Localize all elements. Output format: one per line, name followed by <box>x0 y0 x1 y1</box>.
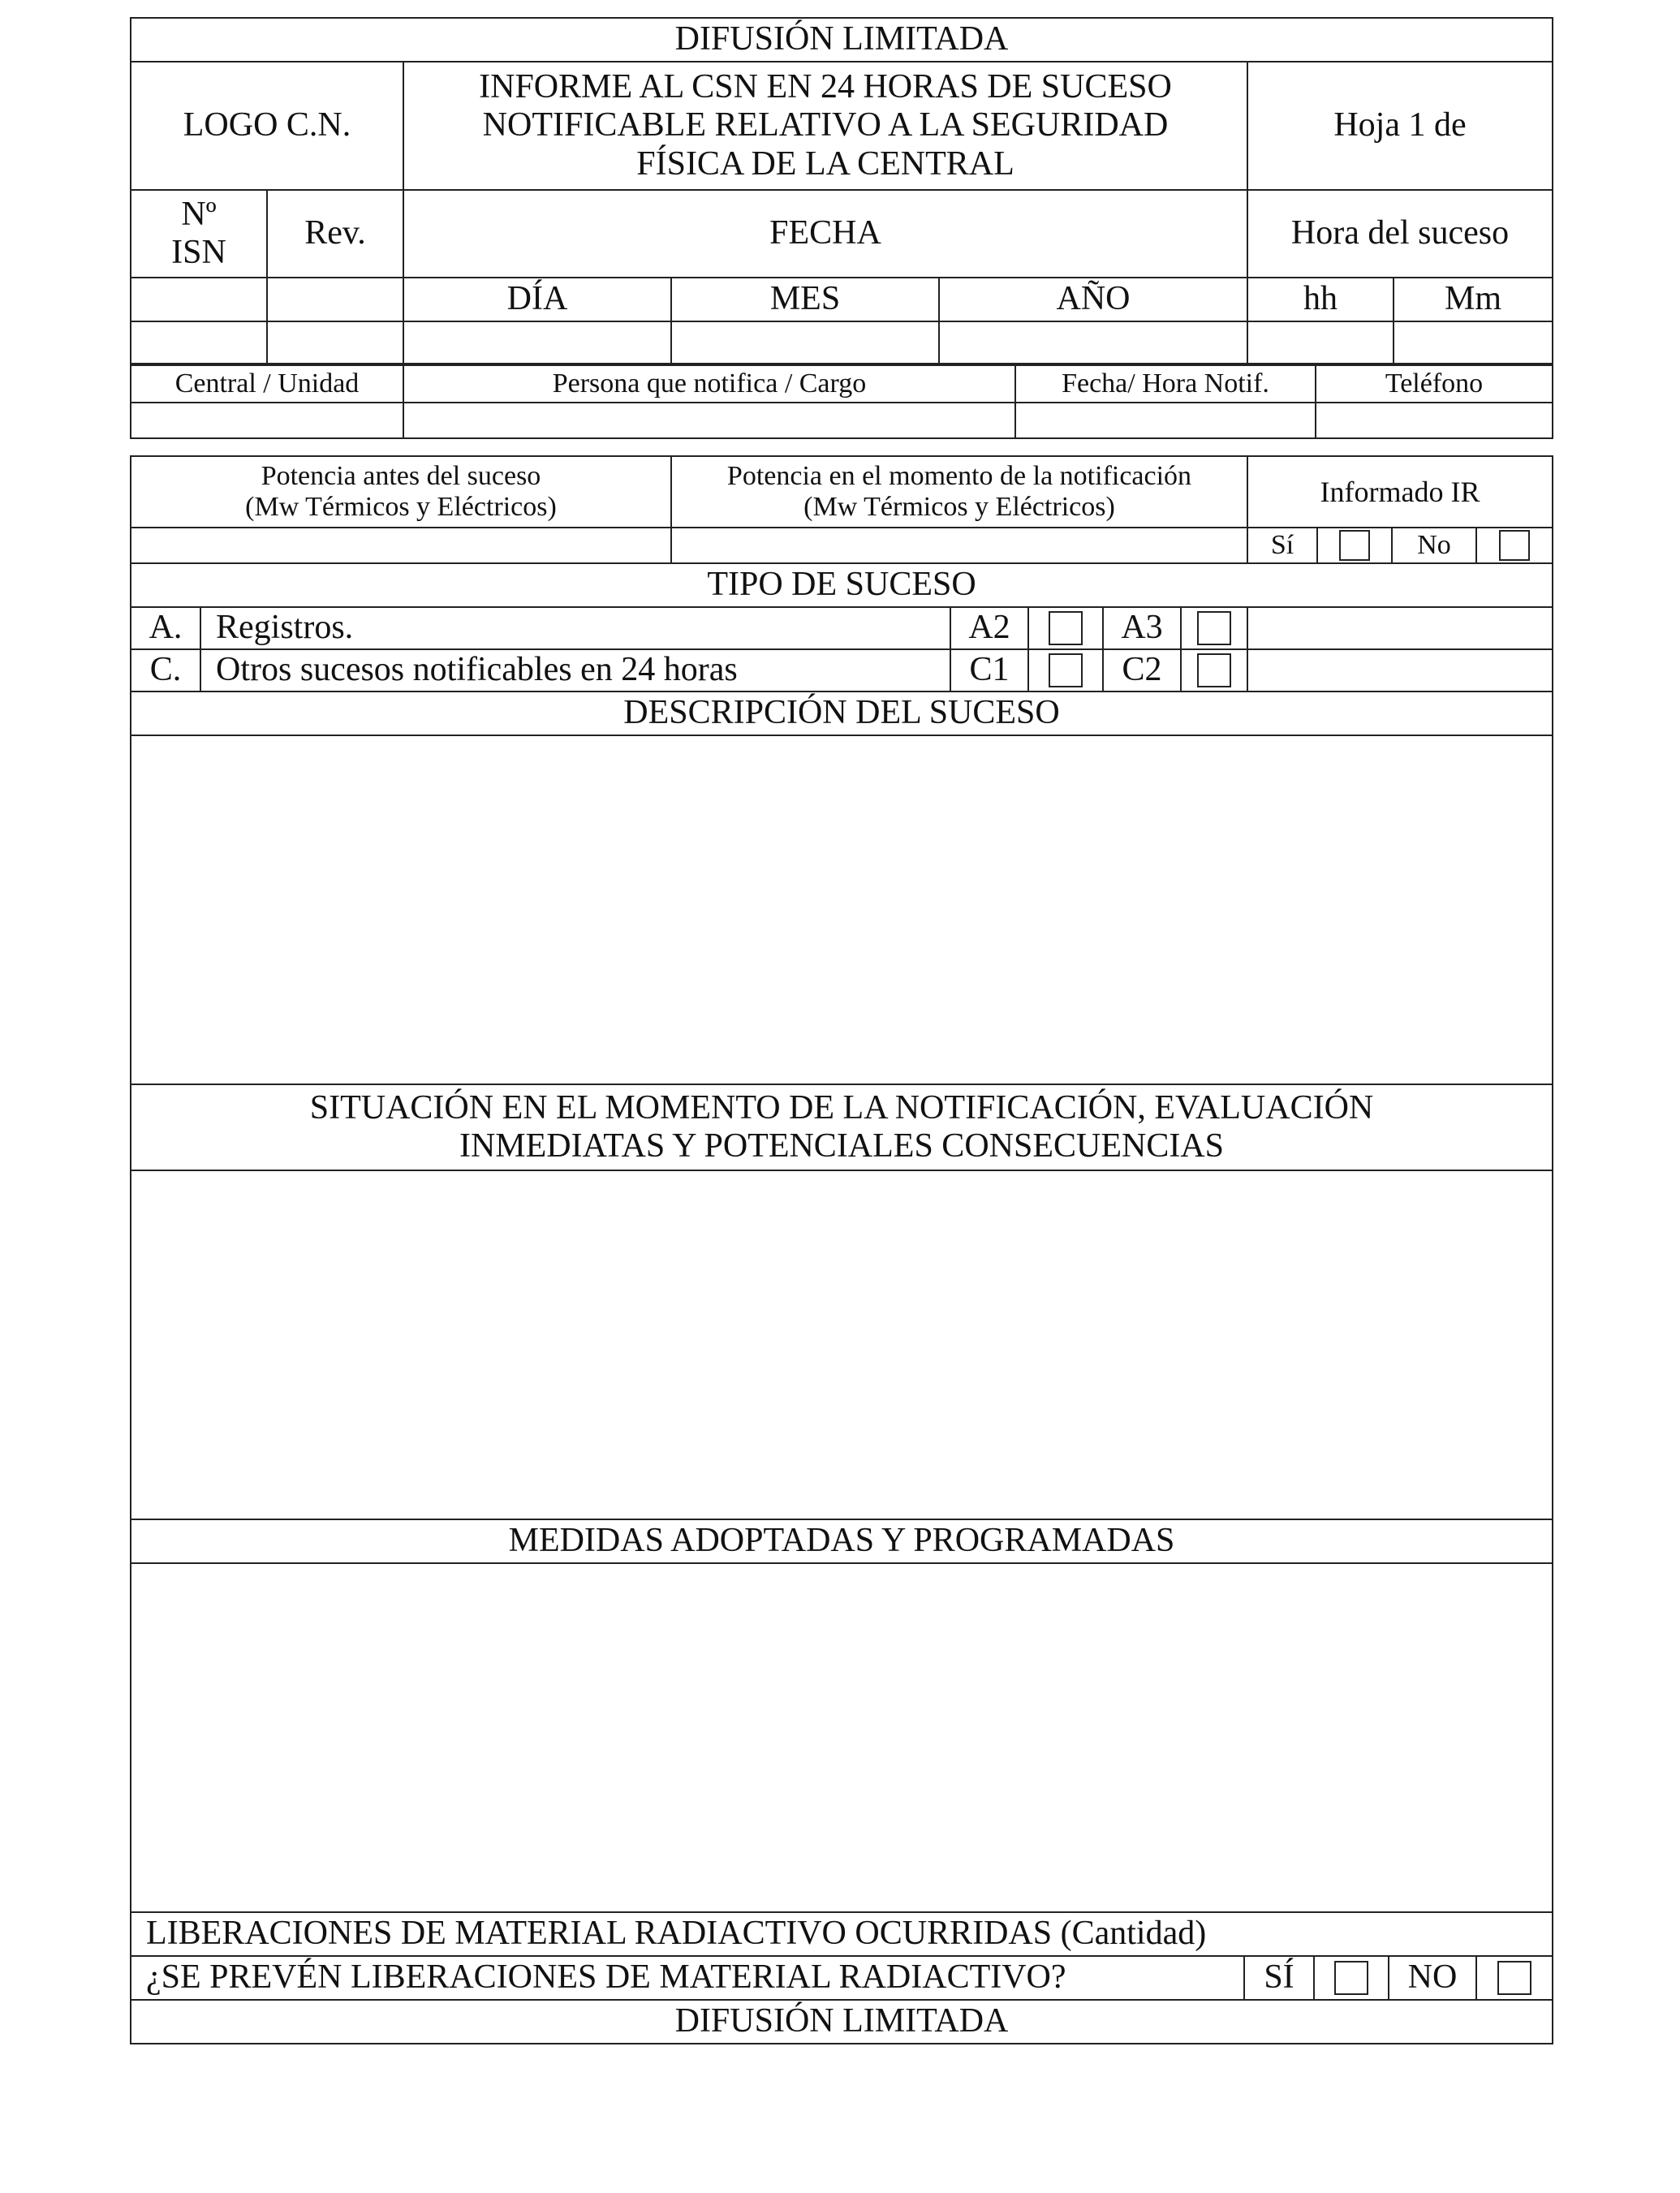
fecha-header: FECHA <box>403 190 1247 278</box>
potencia-antes-line-2: (Mw Térmicos y Eléctricos) <box>245 492 557 522</box>
header-table <box>130 17 1553 191</box>
preven-si-cell <box>1314 1956 1389 2000</box>
central-unidad-header: Central / Unidad <box>131 365 403 403</box>
potencia-momento-header <box>671 456 1247 528</box>
tipo-c-label: Otros sucesos notificables en 24 horas <box>200 649 950 692</box>
potencia-antes-field[interactable] <box>131 528 671 563</box>
option-a3-checkbox[interactable] <box>1197 611 1231 645</box>
situacion-line-2: INMEDIATAS Y POTENCIALES CONSECUENCIAS <box>459 1127 1225 1165</box>
preven-no-label: NO <box>1389 1956 1476 2000</box>
option-c2-checkbox[interactable] <box>1197 653 1231 687</box>
logo-placeholder: LOGO C.N. <box>131 62 403 190</box>
mes-field[interactable] <box>671 321 939 364</box>
isn-field[interactable] <box>131 321 267 364</box>
informado-no-cell <box>1476 528 1553 563</box>
informado-si-label: Sí <box>1247 528 1317 563</box>
tipo-a-letter: A. <box>131 607 200 649</box>
descripcion-area[interactable] <box>131 735 1553 1084</box>
tipo-c-letter: C. <box>131 649 200 692</box>
preven-no-checkbox[interactable] <box>1497 1961 1531 1995</box>
rev-header: Rev. <box>267 190 403 278</box>
anio-field[interactable] <box>939 321 1247 364</box>
potencia-antes-header <box>131 456 671 528</box>
preven-si-label: SÍ <box>1244 1956 1314 2000</box>
medidas-area[interactable] <box>131 1563 1553 1912</box>
potencia-antes-line-1: Potencia antes del suceso <box>261 460 541 491</box>
option-c2-label: C2 <box>1103 649 1181 692</box>
potencia-momento-field[interactable] <box>671 528 1247 563</box>
liberaciones-ocurridas-row[interactable]: LIBERACIONES DE MATERIAL RADIACTIVO OCURRIDAS (Cantidad) <box>131 1912 1553 1956</box>
anio-header: AÑO <box>939 278 1247 321</box>
classification-top: DIFUSIÓN LIMITADA <box>131 18 1553 62</box>
mm-header: Mm <box>1394 278 1553 321</box>
tipo-a-label: Registros. <box>200 607 950 649</box>
informado-si-cell <box>1317 528 1392 563</box>
informado-si-checkbox[interactable] <box>1339 530 1370 561</box>
option-c1-label: C1 <box>950 649 1028 692</box>
rev-field[interactable] <box>267 321 403 364</box>
fecha-hora-notif-header: Fecha/ Hora Notif. <box>1015 365 1316 403</box>
descripcion-heading: DESCRIPCIÓN DEL SUCESO <box>131 692 1553 735</box>
sheet-number: Hoja 1 de <box>1247 62 1553 190</box>
tipo-suceso-table <box>130 562 1553 692</box>
preven-no-cell <box>1476 1956 1553 2000</box>
power-table <box>130 455 1553 564</box>
notification-table <box>130 364 1553 439</box>
isn-header-line-1: Nº <box>181 195 217 233</box>
medidas-heading: MEDIDAS ADOPTADAS Y PROGRAMADAS <box>131 1519 1553 1563</box>
classification-bottom: DIFUSIÓN LIMITADA <box>131 2000 1553 2044</box>
informado-no-label: No <box>1392 528 1476 563</box>
telefono-header: Teléfono <box>1316 365 1553 403</box>
potencia-momento-line-2: (Mw Térmicos y Eléctricos) <box>803 492 1115 522</box>
fecha-hora-notif-field[interactable] <box>1015 403 1316 438</box>
informado-ir-header: Informado IR <box>1247 456 1553 528</box>
option-c1-cell <box>1028 649 1103 692</box>
persona-cargo-field[interactable] <box>403 403 1015 438</box>
dia-field[interactable] <box>403 321 671 364</box>
situacion-area[interactable] <box>131 1170 1553 1519</box>
isn-header <box>131 190 267 278</box>
option-a3-label: A3 <box>1103 607 1181 649</box>
hh-header: hh <box>1247 278 1394 321</box>
central-unidad-field[interactable] <box>131 403 403 438</box>
option-a2-checkbox[interactable] <box>1049 611 1083 645</box>
situacion-line-1: SITUACIÓN EN EL MOMENTO DE LA NOTIFICACIÓN, EVALUACIÓN <box>309 1088 1374 1127</box>
form-title <box>403 62 1247 190</box>
id-date-table <box>130 189 1553 364</box>
isn-header-line-2: ISN <box>171 234 226 271</box>
report-form <box>130 17 1552 2044</box>
sections-table <box>130 691 1553 1957</box>
mm-field[interactable] <box>1394 321 1553 364</box>
title-line-1: INFORME AL CSN EN 24 HORAS DE SUCESO <box>479 68 1172 106</box>
hh-field[interactable] <box>1247 321 1394 364</box>
telefono-field[interactable] <box>1316 403 1553 438</box>
option-c2-cell <box>1181 649 1247 692</box>
title-line-2: NOTIFICABLE RELATIVO A LA SEGURIDAD <box>482 106 1169 144</box>
informado-no-checkbox[interactable] <box>1499 530 1530 561</box>
potencia-momento-line-1: Potencia en el momento de la notificación <box>726 460 1192 491</box>
option-a3-cell <box>1181 607 1247 649</box>
dia-header: DÍA <box>403 278 671 321</box>
tipo-suceso-heading: TIPO DE SUCESO <box>131 563 1553 607</box>
footer-table <box>130 1955 1553 2044</box>
mes-header: MES <box>671 278 939 321</box>
isn-blank <box>131 278 267 321</box>
preven-si-checkbox[interactable] <box>1334 1961 1368 1995</box>
option-a2-cell <box>1028 607 1103 649</box>
tipo-c-blank <box>1247 649 1553 692</box>
situacion-heading <box>131 1084 1553 1170</box>
preven-liberaciones-question: ¿SE PREVÉN LIBERACIONES DE MATERIAL RADIACTIVO? <box>131 1956 1244 2000</box>
persona-cargo-header: Persona que notifica / Cargo <box>403 365 1015 403</box>
title-line-3: FÍSICA DE LA CENTRAL <box>636 144 1014 183</box>
option-c1-checkbox[interactable] <box>1049 653 1083 687</box>
option-a2-label: A2 <box>950 607 1028 649</box>
tipo-a-blank <box>1247 607 1553 649</box>
hora-suceso-header: Hora del suceso <box>1247 190 1553 278</box>
rev-blank <box>267 278 403 321</box>
